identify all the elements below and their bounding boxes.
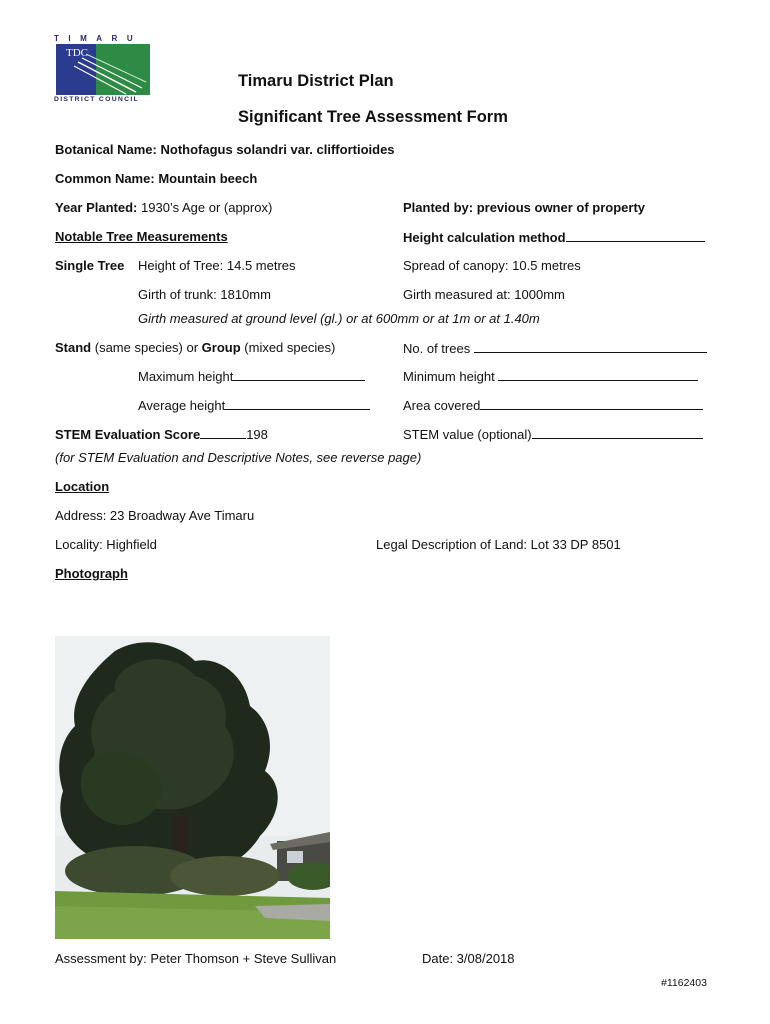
legal-description: Legal Description of Land: Lot 33 DP 8501 (376, 537, 621, 552)
year-planted-row (55, 200, 272, 215)
logo-lines-graphic (56, 44, 150, 95)
tree-photograph (55, 636, 330, 939)
girth-measured-at: Girth measured at: 1000mm (403, 287, 565, 302)
tree-photo-image (55, 636, 330, 939)
common-name-label: Common Name: (55, 171, 155, 186)
planted-by-value: previous owner of property (476, 200, 646, 215)
avg-height-row (138, 397, 370, 413)
girth-of-trunk: Girth of trunk: 1810mm (138, 287, 271, 302)
area-covered-label: Area covered (403, 398, 481, 413)
form-title: Significant Tree Assessment Form (238, 108, 508, 126)
girth-note: Girth measured at ground level (gl.) or at 600mm or at 1m or at 1.40m (138, 311, 540, 326)
height-method-row (403, 229, 705, 245)
min-height-row (403, 368, 698, 384)
height-of-tree: Height of Tree: 14.5 metres (138, 258, 296, 273)
avg-height-blank (225, 397, 370, 410)
stem-note: (for STEM Evaluation and Descriptive Notes, see reverse page) (55, 450, 422, 465)
measurements-heading: Notable Tree Measurements (55, 229, 228, 244)
planted-by-label: Planted by: (403, 200, 474, 215)
height-method-blank (566, 229, 705, 242)
botanical-name-row (55, 142, 395, 157)
common-name-row (55, 171, 257, 186)
no-of-trees-blank (474, 340, 707, 353)
stand-text-2: (mixed species) (240, 340, 336, 355)
single-tree-label: Single Tree (55, 258, 125, 273)
photograph-heading: Photograph (55, 566, 128, 581)
no-of-trees-label: No. of trees (403, 341, 471, 356)
year-planted-label: Year Planted: (55, 200, 138, 215)
planted-by-row (403, 200, 645, 215)
botanical-name-value: Nothofagus solandri var. cliffortioides (160, 142, 395, 157)
avg-height-label: Average height (138, 398, 226, 413)
logo-bottom-text: DISTRICT COUNCIL (54, 96, 139, 103)
common-name-value: Mountain beech (158, 171, 258, 186)
address: Address: 23 Broadway Ave Timaru (55, 508, 255, 523)
max-height-label: Maximum height (138, 369, 234, 384)
stem-value-label: STEM value (optional) (403, 427, 532, 442)
stem-score-value: 198 (246, 427, 268, 442)
spread-of-canopy: Spread of canopy: 10.5 metres (403, 258, 581, 273)
locality: Locality: Highfield (55, 537, 157, 552)
no-of-trees-row (403, 340, 707, 356)
stand-word: Stand (55, 340, 92, 355)
page-title: Timaru District Plan (238, 72, 394, 90)
max-height-blank (233, 368, 365, 381)
document-number: #1162403 (661, 977, 707, 989)
stem-value-blank (532, 426, 703, 439)
logo-top-text: TIMARU (54, 34, 143, 43)
year-planted-value: 1930’s Age or (approx) (141, 200, 273, 215)
stem-score-blank (200, 426, 246, 439)
min-height-blank (498, 368, 698, 381)
min-height-label: Minimum height (403, 369, 495, 384)
max-height-row (138, 368, 365, 384)
stem-value-row (403, 426, 703, 442)
stand-text-1: (same species) or (91, 340, 202, 355)
assessment-by: Assessment by: Peter Thomson + Steve Sullivan (55, 951, 337, 966)
logo-mark-text: TDC (66, 47, 88, 59)
area-covered-row (403, 397, 703, 413)
stand-group-row (55, 340, 335, 355)
botanical-name-label: Botanical Name: (55, 142, 157, 157)
height-method-label: Height calculation method (403, 230, 566, 245)
logo-mark (56, 44, 150, 95)
stem-score-row (55, 426, 268, 442)
location-heading: Location (55, 479, 110, 494)
stem-score-label: STEM Evaluation Score (55, 427, 201, 442)
assessment-date: Date: 3/08/2018 (422, 951, 515, 966)
council-logo (54, 34, 152, 106)
area-covered-blank (480, 397, 703, 410)
group-word: Group (201, 340, 241, 355)
